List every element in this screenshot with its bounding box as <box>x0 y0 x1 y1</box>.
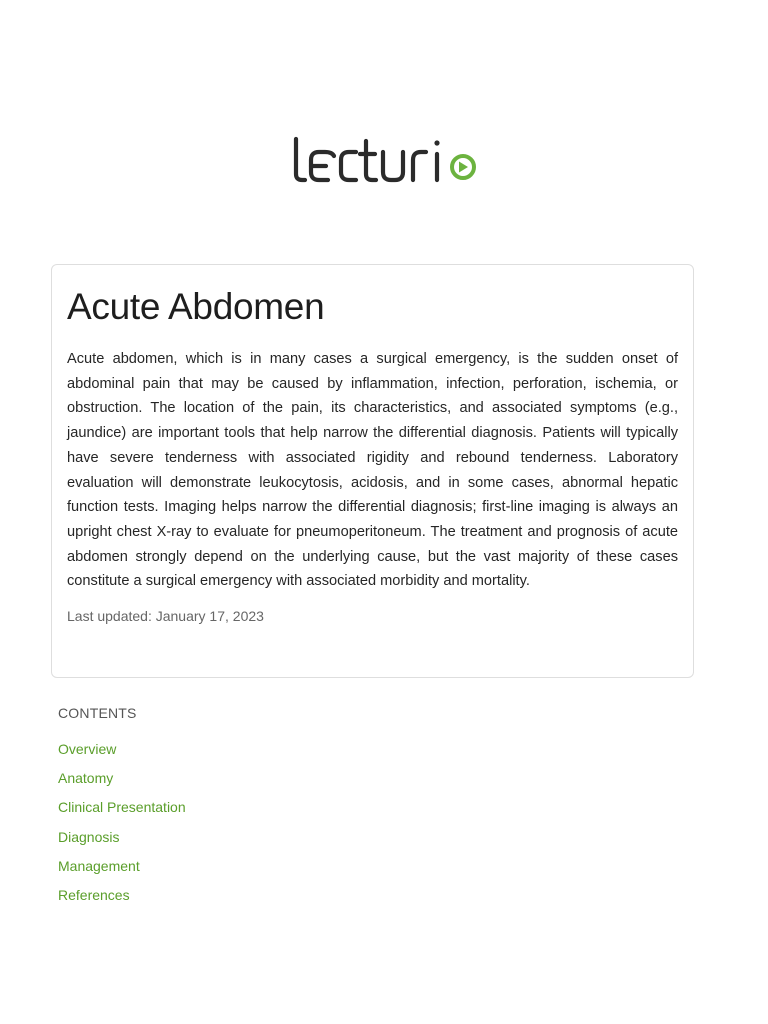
contents-item <box>58 856 358 876</box>
contents-item <box>58 885 358 905</box>
table-of-contents <box>58 703 358 914</box>
contents-item <box>58 797 358 817</box>
contents-item <box>58 768 358 788</box>
contents-link-clinical-presentation[interactable]: Clinical Presentation <box>58 799 186 816</box>
contents-link-anatomy[interactable]: Anatomy <box>58 770 114 787</box>
contents-link-management[interactable]: Management <box>58 857 140 874</box>
contents-item <box>58 827 358 847</box>
lecturio-logo <box>292 134 482 190</box>
contents-link-references[interactable]: References <box>58 886 130 903</box>
contents-item <box>58 739 358 759</box>
contents-list <box>58 739 358 905</box>
page-title: Acute Abdomen <box>67 286 325 327</box>
contents-link-overview[interactable]: Overview <box>58 741 117 757</box>
contents-heading: CONTENTS <box>58 705 137 721</box>
article-summary-card <box>51 264 694 678</box>
last-updated-date: Last updated: January 17, 2023 <box>67 608 264 625</box>
logo-graphic <box>292 134 482 190</box>
article-summary: Acute abdomen, which is in many cases a surgical emergency, is the sudden onset of abdominal pain that may be caused by inflammation, infection, perforation, ischemia, or obstruction. The location of the pain, its characteristics, and associated symptoms (e.g., jaundice) are important tools that help narrow the differential diagnosis. Patients will typically have severe tenderness with associated rigidity and rebound tenderness. Laboratory evaluation will demonstrate leukocytosis, acidosis, and in some cases, abnormal hepatic function tests. Imaging helps narrow the differential diagnosis; first-line imaging is always an upright chest X-ray to evaluate for pneumoperitoneum. The treatment and prognosis of acute abdomen strongly depend on the underlying cause, but the vast majority of these cases constitute a surgical emergency with associated morbidity and mortality. <box>67 351 678 590</box>
contents-link-diagnosis[interactable]: Diagnosis <box>58 828 120 845</box>
